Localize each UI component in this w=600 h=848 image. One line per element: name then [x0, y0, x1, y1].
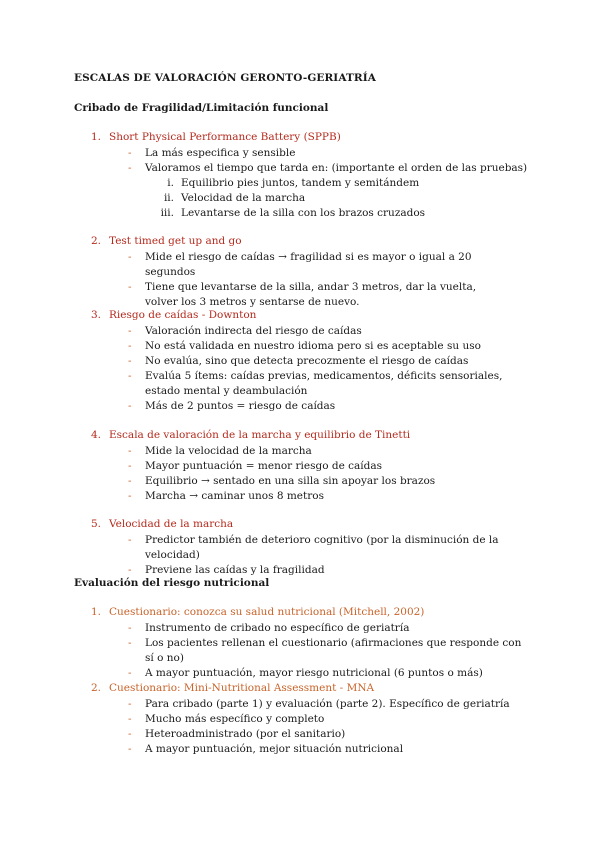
list-item: - La más especifica y sensible	[128, 146, 528, 161]
section-heading-nutricional: Evaluación del riesgo nutricional	[74, 577, 270, 589]
item-number: 4.	[91, 429, 102, 441]
section-heading-fragilidad: Cribado de Fragilidad/Limitación funcional	[74, 102, 329, 114]
bullet-list-velocidad	[128, 533, 528, 578]
roman-numeral: i.	[167, 177, 174, 189]
bullet-list-mitchell	[128, 621, 528, 681]
list-item: - Valoramos el tiempo que tarda en: (importante el orden de las pruebas)	[128, 161, 528, 176]
list-item: - Evalúa 5 ítems: caídas previas, medicamentos, déficits sensoriales, estado mental y deambulación	[128, 369, 528, 399]
item-number: 2.	[91, 235, 102, 247]
bullet-list-tug	[128, 250, 508, 310]
list-item: - No evalúa, sino que detecta precozmente el riesgo de caídas	[128, 354, 528, 369]
list-item: - Mayor puntuación = menor riesgo de caídas	[128, 459, 528, 474]
item-title-mitchell	[91, 606, 424, 618]
list-item: - A mayor puntuación, mayor riesgo nutricional (6 puntos o más)	[128, 666, 528, 681]
item-title-text: Cuestionario: Mini-Nutritional Assessment - MNA	[109, 682, 375, 694]
list-item: - Mide la velocidad de la marcha	[128, 444, 528, 459]
list-item: - Mucho más específico y completo	[128, 712, 528, 727]
item-title-downton	[91, 309, 256, 321]
list-item: - Instrumento de cribado no específico de geriatría	[128, 621, 528, 636]
item-title-text: Velocidad de la marcha	[109, 518, 234, 530]
list-item-text: Velocidad de la marcha	[181, 192, 306, 204]
list-item	[146, 176, 425, 191]
bullet-list-mna	[128, 697, 528, 757]
list-item: - No está validada en nuestro idioma pero si es aceptable su uso	[128, 339, 528, 354]
roman-numeral: ii.	[163, 192, 174, 204]
item-number: 2.	[91, 682, 102, 694]
list-item-text: Levantarse de la silla con los brazos cruzados	[181, 207, 426, 219]
item-title-text: Escala de valoración de la marcha y equilibrio de Tinetti	[109, 429, 411, 441]
list-item: - Predictor también de deterioro cognitivo (por la disminución de la velocidad)	[128, 533, 528, 563]
bullet-list-sppb	[128, 146, 528, 176]
item-number: 5.	[91, 518, 102, 530]
list-item-text: Equilibrio pies juntos, tandem y semitándem	[181, 177, 420, 189]
list-item: - Tiene que levantarse de la silla, andar 3 metros, dar la vuelta, volver los 3 metros y sentarse de nuevo.	[128, 280, 508, 310]
item-title-text: Test timed get up and go	[109, 235, 242, 247]
item-title-velocidad	[91, 518, 233, 530]
item-title-mna	[91, 682, 374, 694]
bullet-list-tinetti	[128, 444, 528, 504]
list-item: - Equilibrio → sentado en una silla sin apoyar los brazos	[128, 474, 528, 489]
list-item: - Valoración indirecta del riesgo de caídas	[128, 324, 528, 339]
item-number: 1.	[91, 131, 102, 143]
list-item: - Más de 2 puntos = riesgo de caídas	[128, 399, 528, 414]
list-item: - Los pacientes rellenan el cuestionario (afirmaciones que responde con sí o no)	[128, 636, 528, 666]
list-item: - Para cribado (parte 1) y evaluación (parte 2). Específico de geriatría	[128, 697, 528, 712]
item-title-text: Short Physical Performance Battery (SPPB)	[109, 131, 341, 143]
list-item	[146, 191, 425, 206]
list-item: - Previene las caídas y la fragilidad	[128, 563, 528, 578]
list-item: - Heteroadministrado (por el sanitario)	[128, 727, 528, 742]
roman-numeral: iii.	[160, 207, 174, 219]
bullet-list-downton	[128, 324, 528, 414]
document-title: ESCALAS DE VALORACIÓN GERONTO-GERIATRÍA	[74, 72, 376, 84]
item-number: 3.	[91, 309, 102, 321]
roman-list-sppb	[146, 176, 425, 221]
list-item: - A mayor puntuación, mejor situación nutricional	[128, 742, 528, 757]
item-number: 1.	[91, 606, 102, 618]
item-title-tinetti	[91, 429, 410, 441]
list-item: - Mide el riesgo de caídas → fragilidad si es mayor o igual a 20 segundos	[128, 250, 508, 280]
item-title-text: Riesgo de caídas - Downton	[109, 309, 257, 321]
list-item	[146, 206, 425, 221]
item-title-text: Cuestionario: conozca su salud nutricional (Mitchell, 2002)	[109, 606, 425, 618]
item-title-tug	[91, 235, 242, 247]
item-title-sppb	[91, 131, 341, 143]
list-item: - Marcha → caminar unos 8 metros	[128, 489, 528, 504]
